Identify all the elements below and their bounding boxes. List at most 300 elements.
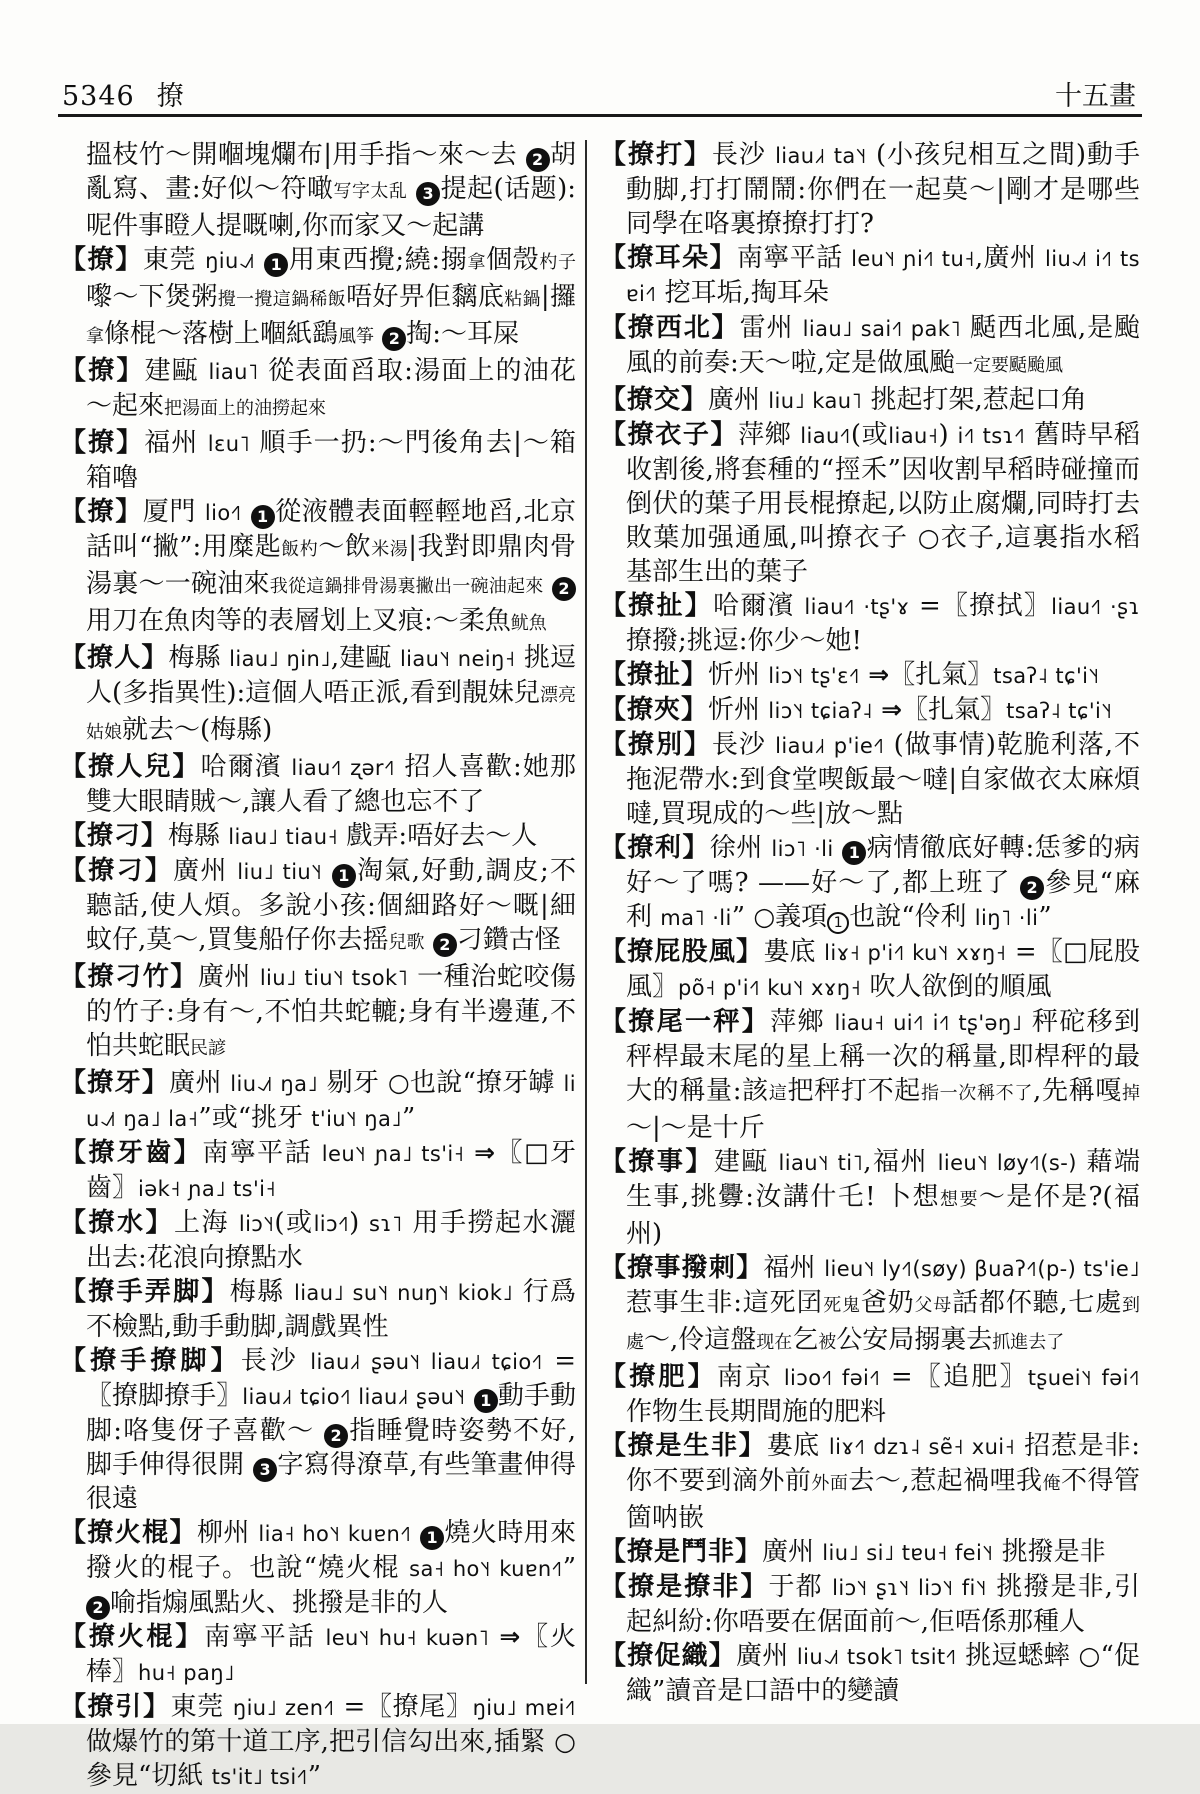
entry-text: 梅縣 bbox=[229, 1277, 294, 1307]
entry-text: 藉端生事,挑釁:汝講什乇! 卜想 bbox=[626, 1147, 1140, 1212]
dictionary-entry bbox=[60, 750, 576, 819]
cross-ref-arrow-icon: ⇒ bbox=[881, 695, 903, 724]
entry-text: 南寧平話 bbox=[202, 1138, 322, 1168]
entry-text: 唔好畀佢黐底 bbox=[346, 282, 505, 312]
phonetic-transcription: liɤ˧˥ dzɿ˨ sẽ˧ xui˧ bbox=[828, 1435, 1016, 1459]
entry-text: 南寧平話 bbox=[204, 1622, 326, 1652]
text-columns bbox=[60, 138, 1140, 1794]
entry-text: 從表面舀取:湯面上的油花～起來 bbox=[86, 356, 576, 421]
entry-headword: 【撩手撩脚】 bbox=[60, 1346, 241, 1376]
phonetic-transcription: tʂuei˥˧ fəi˧˥ bbox=[1027, 1366, 1140, 1390]
entry-text: 挑撥是非 bbox=[993, 1537, 1106, 1567]
entry-text: 也說“伶利 bbox=[849, 902, 975, 932]
entry-text: 廣州 bbox=[169, 1068, 231, 1098]
entry-text bbox=[873, 695, 881, 725]
phonetic-transcription: liau˥˧ ti˥ bbox=[778, 1151, 864, 1175]
entry-text: 忻州 bbox=[708, 695, 769, 725]
gloss-small: 風筝 bbox=[338, 326, 375, 347]
gloss-small: 兒歌 bbox=[388, 932, 425, 953]
entry-text: 病情徹底好轉:恁爹的病好～了嗎? ——好～了,都上班了 bbox=[626, 833, 1141, 898]
entry-headword: 【撩耳朵】 bbox=[600, 243, 737, 273]
entry-text bbox=[543, 569, 552, 599]
phonetic-transcription: liɔ˥˧ ʂɿ˥˧ liɔ˥˧ fi˥˧ bbox=[832, 1576, 987, 1600]
entry-text: 廣州 bbox=[708, 385, 769, 415]
entry-text: 戲弄:唔好去～人 bbox=[338, 821, 538, 851]
phonetic-transcription: liau˩˧ ta˥˧ bbox=[775, 144, 867, 168]
entry-headword: 【撩屁股風】 bbox=[600, 937, 764, 967]
phonetic-transcription: tsaʔ˨ tɕ'i˥˧ bbox=[1006, 699, 1113, 723]
entry-headword: 【撩】 bbox=[60, 245, 143, 275]
gloss-small: 把湯面上的油撈起來 bbox=[164, 398, 327, 419]
gloss-small: 粘鍋 bbox=[504, 289, 541, 310]
dictionary-entry bbox=[600, 1535, 1140, 1570]
phonetic-transcription: liau˧˥ bbox=[800, 424, 851, 448]
phonetic-transcription: lieu˥˧ ly˧˥(søy) βuaʔ˧˥(p-) ts'ie˩ bbox=[824, 1257, 1140, 1281]
entry-text: 梅縣 bbox=[168, 643, 230, 673]
entry-text: 公安局搦裏去 bbox=[836, 1325, 993, 1355]
gloss-small: 一定要颳颱風 bbox=[955, 355, 1064, 376]
phonetic-transcription: liau˧˥ ·tʂ'ɤ bbox=[804, 595, 910, 619]
phonetic-transcription: liau˩ tiau˧ bbox=[228, 825, 339, 849]
note-circle-icon: ○ bbox=[1078, 1641, 1101, 1670]
phonetic-transcription: põ˧ p'i˧˥ ku˥˧ xɤŋ˧ bbox=[678, 976, 862, 1000]
phonetic-transcription: liau˧˥ ·ʂɿ bbox=[1051, 595, 1141, 619]
entry-text bbox=[407, 174, 416, 204]
entry-text: 建甌 bbox=[144, 356, 209, 386]
entry-headword: 【撩促織】 bbox=[600, 1641, 737, 1671]
entry-text: 厦門 bbox=[142, 497, 205, 527]
entry-text: ,廣州 bbox=[974, 243, 1045, 273]
sense-number: 2 bbox=[86, 1596, 110, 1620]
entry-text: ” bbox=[731, 902, 754, 932]
gloss-small: 死鬼 bbox=[823, 1295, 861, 1316]
phonetic-transcription: liɔ˥˧ tʂ'ɛ˧˥ bbox=[768, 664, 860, 688]
entry-text: 字寫得潦草,有些筆畫伸得很遠 bbox=[86, 1450, 577, 1514]
entry-text bbox=[255, 245, 264, 275]
gloss-small: 写字太乱 bbox=[333, 181, 408, 202]
entry-text bbox=[374, 319, 382, 349]
phonetic-transcription: liŋ˥ ·li bbox=[974, 906, 1039, 930]
entry-text: 忻州 bbox=[708, 660, 769, 690]
entry-text: 用東西攪;繞:搦 bbox=[288, 245, 468, 275]
entry-text: 動手動脚:咯隻伢子喜歡～ bbox=[86, 1381, 576, 1446]
entry-text: (小孩兒相互之間)動手動脚,打打鬧鬧:你們在一起莫～|剛才是哪些同學在咯裏撩撩打打? bbox=[626, 140, 1140, 239]
entry-text: 參見“切紙 bbox=[86, 1761, 212, 1791]
entry-text: 挑逗人(多指異性):這個人唔正派,看到靚妹兒 bbox=[86, 643, 576, 708]
entry-text bbox=[242, 497, 251, 527]
phonetic-transcription: ŋiu˨˩˦ bbox=[205, 249, 256, 273]
entry-headword: 【撩火棍】 bbox=[60, 1518, 197, 1548]
entry-text: 淘氣,好動,調皮;不聽話,使人煩。多說小孩:個細路好～嘅|細蚊仔,莫～,買隻船仔你去摇 bbox=[86, 856, 576, 955]
gloss-small: 父母 bbox=[914, 1295, 953, 1316]
entry-text bbox=[860, 660, 868, 690]
entry-text: 挑起打架,惹起口角 bbox=[862, 385, 1087, 415]
entry-text: 義項 bbox=[775, 902, 828, 932]
sense-number: 1 bbox=[842, 841, 866, 865]
entry-headword: 【撩事撥刺】 bbox=[600, 1253, 764, 1283]
page-number: 5346 bbox=[62, 81, 135, 112]
entry-text: 福州 bbox=[763, 1253, 825, 1283]
entry-text: 招惹是非:你不要到滴外前 bbox=[626, 1431, 1141, 1496]
cross-ref-arrow-icon: ⇒ bbox=[474, 1138, 496, 1167]
entry-headword: 【撩人兒】 bbox=[60, 752, 201, 782]
phonetic-transcription: liau˩ sai˧˥ pak˥ bbox=[802, 317, 962, 341]
phonetic-transcription: liau˧ ui˧˥ i˧˥ tʂ'əŋ˩ bbox=[834, 1011, 1023, 1035]
entry-headword: 【撩夾】 bbox=[600, 695, 709, 725]
entry-text: 一種治蛇咬傷的竹子:身有～,不怕共蛇轆;身有半邊蓮,不怕共蛇眠 bbox=[86, 962, 576, 1061]
phonetic-transcription: ŋiu˩ mɐi˧˥ bbox=[472, 1696, 576, 1720]
entry-text: 〖扎氣〗 bbox=[889, 660, 994, 690]
entry-text: 廣州 bbox=[762, 1537, 823, 1567]
entry-text bbox=[834, 833, 843, 863]
phonetic-transcription: liɤ˧ p'i˧˥ ku˥˧ xɤŋ˧ bbox=[824, 941, 1007, 965]
page-header bbox=[62, 74, 1140, 112]
phonetic-transcription: lio˧˥ bbox=[204, 501, 242, 525]
dictionary-entry bbox=[60, 138, 576, 243]
entry-text: 剔牙 bbox=[318, 1068, 388, 1098]
dictionary-entry bbox=[600, 241, 1140, 311]
entry-text: ～|～是十斤 bbox=[626, 1113, 765, 1143]
entry-text: 婁底 bbox=[766, 1431, 829, 1461]
entry-text: |攞 bbox=[540, 282, 576, 312]
note-circle-icon: ○ bbox=[917, 523, 941, 552]
entry-text: ～,伶這盤 bbox=[644, 1325, 757, 1355]
entry-text: 福州 bbox=[144, 428, 208, 458]
entry-text: 婁底 bbox=[763, 937, 825, 967]
phonetic-transcription: sa˧ ho˥˧ kuɐn˧˥ bbox=[409, 1557, 563, 1581]
phonetic-transcription: sɿ˥ bbox=[369, 1212, 403, 1236]
dictionary-entry bbox=[60, 1136, 576, 1206]
dictionary-entry bbox=[60, 1690, 576, 1794]
entry-text: 廣州 bbox=[197, 962, 260, 992]
entry-headword: 【撩交】 bbox=[600, 385, 709, 415]
entry-text: 衣子,這裏指水稻基部生出的葉子 bbox=[626, 523, 1141, 587]
phonetic-transcription: lia˧ ho˥˧ kuɐn˧˥ bbox=[258, 1522, 412, 1546]
phonetic-transcription: hu˧ paŋ˩ bbox=[138, 1661, 235, 1685]
entry-headword: 【撩火棍】 bbox=[60, 1622, 205, 1652]
dictionary-entry bbox=[60, 1620, 576, 1690]
entry-text: 東莞 bbox=[170, 1692, 233, 1722]
phonetic-transcription: liɔ˥˧ bbox=[238, 1212, 275, 1236]
entry-text: ” bbox=[401, 1103, 416, 1133]
sense-number: 1 bbox=[474, 1389, 498, 1413]
entry-text: 吹人欲倒的順風 bbox=[861, 972, 1052, 1002]
phonetic-transcription: liu˩ tiu˥˧ tsok˥ bbox=[259, 966, 409, 990]
dictionary-entry bbox=[600, 831, 1140, 935]
entry-text: 梅縣 bbox=[168, 821, 229, 851]
entry-text: 〖扎氣〗 bbox=[902, 695, 1007, 725]
entry-text: ～飲 bbox=[318, 532, 372, 562]
sense-number: 3 bbox=[416, 182, 440, 206]
entry-text: 作物生長期間施的肥料 bbox=[626, 1397, 887, 1427]
note-circle-icon: ○ bbox=[387, 1068, 410, 1097]
column-right bbox=[600, 138, 1140, 1794]
entry-text: 廣州 bbox=[736, 1641, 797, 1671]
entry-text: 廣州 bbox=[173, 856, 238, 886]
entry-text: 就去～(梅縣) bbox=[122, 715, 273, 745]
entry-headword: 【撩打】 bbox=[600, 140, 712, 170]
phonetic-transcription: liau˥˧ neiŋ˧ bbox=[399, 647, 516, 671]
entry-text: =〖撩尾〗 bbox=[334, 1692, 473, 1722]
entry-headword: 【撩刁】 bbox=[60, 821, 169, 851]
entry-text: 雷州 bbox=[739, 313, 803, 343]
phonetic-transcription: liu˨˩˦ ŋa˩ bbox=[230, 1072, 319, 1096]
cross-ref-arrow-icon: ⇒ bbox=[499, 1622, 521, 1651]
dictionary-entry bbox=[600, 693, 1140, 728]
note-circle-icon: ○ bbox=[753, 902, 776, 931]
dictionary-entry bbox=[60, 495, 576, 641]
entry-text: ～是伓是?(福州) bbox=[626, 1182, 1140, 1249]
entry-headword: 【撩扯】 bbox=[600, 660, 709, 690]
dictionary-entry bbox=[60, 354, 576, 426]
phonetic-transcription: liu˨˩˦ ŋa˩ la˧ bbox=[86, 1072, 576, 1131]
entry-headword: 【撩引】 bbox=[60, 1692, 171, 1722]
sense-number: 1 bbox=[332, 864, 356, 888]
entry-text: 南寧平話 bbox=[736, 243, 852, 273]
gloss-small: 现在 bbox=[756, 1332, 793, 1353]
entry-text: 用手撈起水灑出去:花浪向撩點水 bbox=[86, 1208, 576, 1273]
phonetic-transcription: ts'it˩ tsi˧˥ bbox=[211, 1765, 308, 1789]
entry-headword: 【撩事】 bbox=[600, 1147, 714, 1177]
entry-text: (或 bbox=[274, 1208, 314, 1238]
phonetic-transcription: liau˩˧ ʂəu˥˧ liau˩˧ tɕio˧˥ bbox=[310, 1350, 543, 1374]
dictionary-entry bbox=[60, 819, 576, 854]
entry-text: 挑逗蟋蟀 bbox=[956, 1641, 1079, 1671]
dictionary-entry bbox=[600, 658, 1140, 693]
entry-text: ” bbox=[562, 1553, 576, 1583]
entry-text: 萍鄉 bbox=[738, 420, 801, 450]
phonetic-transcription: liɔ˧˥ bbox=[313, 1212, 350, 1236]
phonetic-transcription: lɛu˥ bbox=[207, 432, 251, 456]
stroke-section-label: 十五畫 bbox=[1055, 81, 1136, 112]
dictionary-entry bbox=[600, 728, 1140, 831]
entry-headword: 【撩別】 bbox=[600, 730, 712, 760]
phonetic-transcription: i˧˥ tsɿ˧˥ bbox=[957, 424, 1026, 448]
entry-text: 也說“撩牙罅 bbox=[409, 1068, 564, 1098]
entry-headword: 【撩手弄脚】 bbox=[60, 1277, 230, 1307]
gloss-small: 到處 bbox=[626, 1295, 1141, 1353]
dictionary-entry bbox=[600, 1360, 1140, 1429]
entry-text: 南京 bbox=[716, 1362, 784, 1392]
entry-text: 做爆竹的第十道工序,把引信勾出來,插緊 bbox=[86, 1727, 555, 1757]
dictionary-entry bbox=[600, 1005, 1140, 1145]
cross-ref-arrow-icon: ⇒ bbox=[868, 660, 890, 689]
sense-number: 3 bbox=[253, 1458, 277, 1482]
phonetic-transcription: liau˧ bbox=[888, 424, 939, 448]
dictionary-entry bbox=[60, 243, 576, 354]
entry-text: 從液體表面輕輕地舀,北京話叫“撇”:用糜匙 bbox=[86, 497, 577, 562]
phonetic-transcription: ma˥ ·li bbox=[660, 906, 732, 930]
gloss-small: 拿 bbox=[86, 326, 104, 347]
entry-text: 掏:～耳屎 bbox=[406, 319, 520, 349]
gloss-small: 外面 bbox=[811, 1473, 849, 1494]
dictionary-entry bbox=[600, 383, 1140, 418]
entry-text: (做事情)乾脆利落,不拖泥帶水:到食堂喫飯最～噠|自家做衣太麻煩噠,買現成的～些|放～點 bbox=[626, 730, 1140, 829]
entry-text: ,福州 bbox=[863, 1147, 938, 1177]
entry-headword: 【撩尾一秤】 bbox=[600, 1007, 771, 1037]
gloss-small: 民諺 bbox=[190, 1038, 227, 1059]
phonetic-transcription: liɔo˧˥ fəi˧˥ bbox=[783, 1366, 881, 1390]
entry-text: (或 bbox=[850, 420, 889, 450]
entry-text: 去～,惹起禍哩我 bbox=[848, 1466, 1043, 1496]
dictionary-entry bbox=[60, 1206, 576, 1275]
entry-text: 順手一扔:～門後角去|～箱箱嚕 bbox=[86, 428, 576, 493]
entry-text bbox=[489, 1622, 499, 1652]
entry-text: ,建甌 bbox=[330, 643, 400, 673]
entry-headword: 【撩人】 bbox=[60, 643, 169, 673]
entry-text: 秤砣移到秤桿最末尾的星上稱一次的稱量,即桿秤的最大的稱量:該 bbox=[626, 1007, 1141, 1106]
sense-number: 1 bbox=[264, 253, 288, 277]
entry-text: 上海 bbox=[174, 1208, 239, 1238]
dictionary-entry bbox=[600, 1429, 1140, 1535]
phonetic-transcription: liu˨˩˦ tsok˥ tsit˧˥ bbox=[796, 1645, 957, 1669]
entry-text: 撩撥;挑逗:你少～她! bbox=[626, 626, 862, 656]
gloss-small: 鱿魚 bbox=[510, 613, 547, 634]
entry-text bbox=[464, 1138, 474, 1168]
dictionary-entry bbox=[600, 311, 1140, 383]
gloss-small: 拿 bbox=[467, 252, 487, 273]
entry-text: 胡亂寫、畫:好似～符噉 bbox=[86, 140, 576, 204]
gloss-small: 飯杓 bbox=[281, 539, 319, 560]
entry-text: 〖火棒〗 bbox=[86, 1622, 576, 1687]
phonetic-transcription: leu˥˧ ɲa˩ ts'i˧ bbox=[321, 1142, 465, 1166]
phonetic-transcription: ŋiu˩ zen˧˥ bbox=[232, 1696, 335, 1720]
phonetic-transcription: leu˥˧ hu˧ kuən˥ bbox=[325, 1626, 490, 1650]
entry-text: 舊時早稻收割後,將套種的“挳禾”因收割早稻時碰撞而倒伏的葉子用長棍撩起,以防止腐爛,同時打去敗葉加强通風,叫撩衣子 bbox=[626, 420, 1140, 553]
entry-text bbox=[425, 925, 433, 955]
header-rule bbox=[58, 114, 1142, 117]
entry-text: 乞 bbox=[792, 1325, 819, 1355]
dictionary-entry bbox=[600, 418, 1140, 589]
entry-headword: 【撩】 bbox=[60, 428, 145, 458]
entry-text: 指睡覺時姿勢不好,脚手伸得很開 bbox=[86, 1416, 576, 1480]
entry-headword: 【撩衣子】 bbox=[600, 420, 739, 450]
entry-text: 燒火時用來撥火的棍子。也說“燒火棍 bbox=[86, 1518, 576, 1583]
entry-text: 哈爾濱 bbox=[200, 752, 292, 782]
dictionary-entry bbox=[600, 935, 1140, 1005]
dictionary-entry bbox=[600, 1251, 1140, 1360]
entry-text: 刁鑽古怪 bbox=[456, 925, 561, 955]
circled-number: 1 bbox=[827, 912, 849, 934]
phonetic-transcription: tsaʔ˨ tɕ'i˥˧ bbox=[993, 664, 1100, 688]
entry-text: 于都 bbox=[768, 1572, 833, 1602]
sense-number: 2 bbox=[324, 1424, 348, 1448]
dictionary-entry bbox=[60, 1066, 576, 1136]
sense-number: 2 bbox=[526, 148, 550, 172]
entry-headword: 【撩】 bbox=[60, 356, 145, 386]
entry-headword: 【撩刁】 bbox=[60, 856, 174, 886]
gloss-small: 被 bbox=[818, 1332, 837, 1353]
gloss-small: 指一次稱不了 bbox=[920, 1083, 1034, 1104]
entry-text: 搵枝竹～開嗰塊爛布|用手指～來～去 bbox=[86, 140, 526, 170]
entry-text: 挑撥是非,引起糾紛:你唔要在倨面前～,佢唔係那種人 bbox=[626, 1572, 1141, 1637]
entry-text: 哈爾濱 bbox=[713, 591, 805, 621]
entry-text: 參見“麻利 bbox=[626, 868, 1140, 932]
sense-number: 2 bbox=[382, 327, 406, 351]
gloss-small: 漂亮姑娘 bbox=[86, 685, 577, 743]
dictionary-entry bbox=[600, 1639, 1140, 1708]
entry-text: ” bbox=[307, 1761, 322, 1791]
entry-headword: 【撩西北】 bbox=[600, 313, 740, 343]
entry-text: =〖□屁股風〗 bbox=[626, 937, 1140, 1002]
entry-text: 東莞 bbox=[142, 245, 206, 275]
entry-text: 用刀在魚肉等的表層划上叉痕:～柔魚 bbox=[86, 606, 511, 636]
entry-text: 長沙 bbox=[711, 140, 776, 170]
column-left bbox=[60, 138, 576, 1794]
gloss-small: 俺 bbox=[1042, 1473, 1062, 1494]
dictionary-entry bbox=[60, 641, 576, 750]
sense-number: 2 bbox=[433, 933, 457, 957]
entry-text: 話都伓聽,七處 bbox=[952, 1288, 1123, 1318]
entry-text bbox=[466, 1381, 474, 1411]
entry-headword: 【撩】 bbox=[60, 497, 143, 527]
phonetic-transcription: lieu˥˧ løy˧˥(s-) bbox=[937, 1151, 1077, 1175]
entry-text: 嚟～下煲粥 bbox=[86, 282, 218, 312]
entry-text: 萍鄉 bbox=[770, 1007, 835, 1037]
note-circle-icon: ○ bbox=[554, 1727, 576, 1756]
entry-text: |我對即鼎肉骨湯裏～一碗油來 bbox=[86, 532, 577, 599]
entry-text: 招人喜歡:她那雙大眼睛賊～,讓人看了總也忘不了 bbox=[86, 752, 576, 817]
entry-text: 颳西北風,是颱風的前奏:天～啦,定是做風颱 bbox=[626, 313, 1141, 378]
entry-text bbox=[322, 856, 332, 886]
dictionary-entry bbox=[60, 854, 576, 960]
gloss-small: 抓進去了 bbox=[992, 1332, 1065, 1353]
dictionary-entry bbox=[60, 1516, 576, 1620]
entry-headword: 【撩刁竹】 bbox=[60, 962, 198, 992]
entry-text: 柳州 bbox=[196, 1518, 259, 1548]
entry-text: 長沙 bbox=[711, 730, 776, 760]
gloss-small: 掉 bbox=[1122, 1083, 1140, 1104]
entry-text: “促織”讀音是口語中的變讀 bbox=[626, 1641, 1140, 1706]
phonetic-transcription: liu˩ si˩ tɐu˧ fei˥˧ bbox=[822, 1541, 994, 1565]
entry-text: =〖撩拭〗 bbox=[909, 591, 1052, 621]
dictionary-entry bbox=[60, 426, 576, 495]
entry-text: 不得管箇呐嵌 bbox=[626, 1466, 1141, 1533]
dictionary-entry bbox=[60, 960, 576, 1066]
dictionary-entry bbox=[600, 589, 1140, 658]
dictionary-entry bbox=[60, 1344, 576, 1516]
sense-number: 2 bbox=[552, 577, 576, 601]
phonetic-transcription: liu˩ kau˥ bbox=[768, 389, 863, 413]
gloss-small: 杓子 bbox=[539, 252, 576, 273]
entry-text: ”或“挑牙 bbox=[198, 1103, 312, 1133]
gloss-small: 我從這鍋排骨湯裏撇出一碗油起來 bbox=[269, 576, 544, 597]
phonetic-transcription: liau˩ ŋin˩ bbox=[229, 647, 331, 671]
dictionary-entry bbox=[600, 1145, 1140, 1251]
running-headword: 撩 bbox=[156, 81, 184, 112]
entry-text: 〖□牙齒〗 bbox=[86, 1138, 576, 1203]
phonetic-transcription: liu˨˩˦ i˧˥ tsɐi˧˥ bbox=[626, 247, 1140, 306]
phonetic-transcription: liau˩˧ p'ie˧˥ bbox=[775, 734, 885, 758]
entry-text: 建甌 bbox=[713, 1147, 779, 1177]
entry-text: ,先稱嘎 bbox=[1033, 1076, 1122, 1106]
entry-text: 行爲不檢點,動手動脚,調戲異性 bbox=[86, 1277, 576, 1342]
entry-text: ) bbox=[349, 1208, 370, 1238]
entry-text: 喻指煽風點火、挑撥是非的人 bbox=[110, 1588, 449, 1618]
entry-text: 惹事生非:這死囝 bbox=[626, 1288, 824, 1318]
phonetic-transcription: iək˧ ɲa˩ ts'i˧ bbox=[138, 1177, 277, 1201]
entry-headword: 【撩肥】 bbox=[600, 1362, 717, 1392]
gloss-small: 米湯 bbox=[371, 539, 409, 560]
gloss-small: 攪一攪這鍋稀飯 bbox=[217, 289, 347, 310]
entry-text: 徐州 bbox=[709, 833, 772, 863]
phonetic-transcription: t'iu˥˧ ŋa˩ bbox=[311, 1107, 402, 1131]
entry-headword: 【撩水】 bbox=[60, 1208, 175, 1238]
entry-text: 挖耳垢,掏耳朵 bbox=[656, 278, 829, 308]
dictionary-entry bbox=[600, 138, 1140, 241]
entry-text: 爸奶 bbox=[860, 1288, 915, 1318]
entry-text: 提起(话题):呢件事瞪人提嘅喇,你而家又～起講 bbox=[86, 174, 577, 241]
